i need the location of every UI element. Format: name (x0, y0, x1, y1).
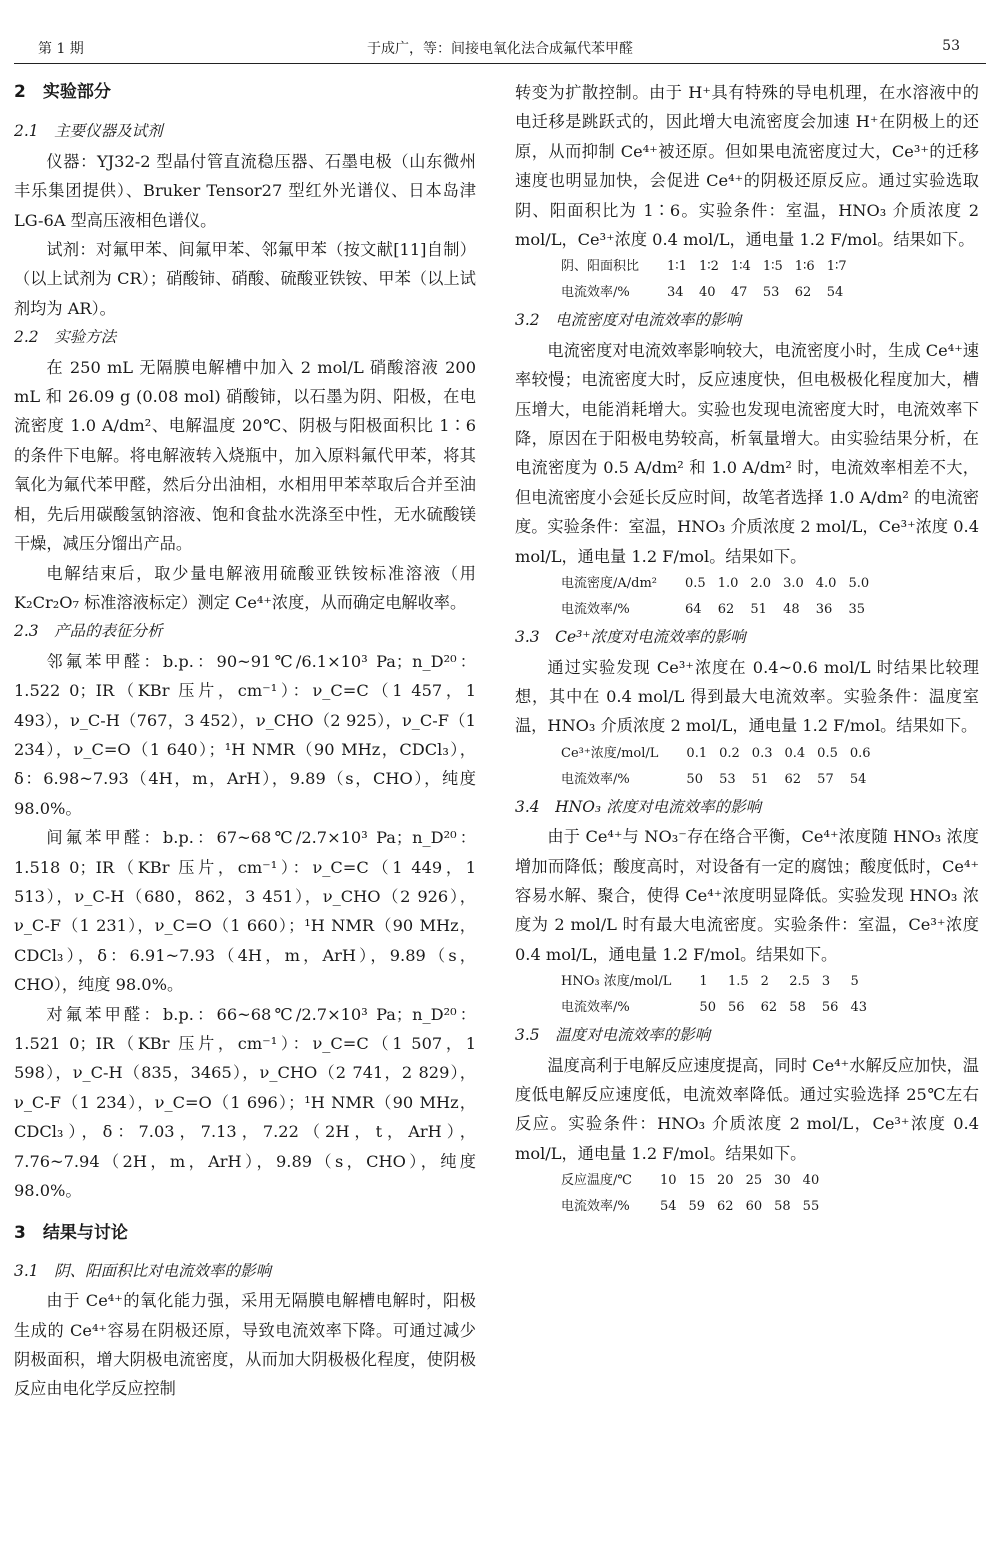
paragraph: 对氟苯甲醛：b.p.：66~68℃/2.7×10³ Pa；n_D²⁰：1.521 0；IR（KBr 压片，cm⁻¹）：ν_C=C（1 507，1 598），ν_C-H（835，3465），ν_CHO（2 741，2 829），ν_C-F（1 234），ν_C=O（1 696）；¹H NMR（90 MHz，CDCl₃），δ：7.03，7.13，7.22（2H，t，ArH），7.76~7.94（2H，m，ArH），9.89（s，CHO），纯度 98.0%。 (14, 1004, 476, 1201)
paragraph: 电流密度对电流效率影响较大，电流密度小时，生成 Ce⁴⁺速率较慢；电流密度大时，反应速度快，但电极极化程度加大，槽压增大，电能消耗增大。实验也发现电流密度大时，电流效率下降，原因在于阳极电势较高，析氧量增大。由实验结果分析，在电流密度为 0.5 A/dm² 和 1.0 A/dm² 时，电流效率相差不大，但电流密度小会延长反应时间，故笔者选择 1.0 A/dm² 的电流密度。实验条件：室温，HNO₃ 介质浓度 2 mol/L，Ce³⁺浓度 0.4 mol/L，通电量 1.2 F/mol。结果如下。 (515, 340, 979, 566)
left-column (14, 78, 476, 1404)
table-cell: 57 (817, 771, 834, 787)
table-cell: 0.3 (751, 745, 773, 761)
issue-number: 第 1 期 (38, 41, 84, 57)
paragraph: 仪器：YJ32-2 型晶付管直流稳压器、石墨电极（山东微州丰乐集团提供）、Bruker Tensor27 型红外光谱仪、日本岛津 LG-6A 型高压液相色谱仪。 (14, 151, 476, 230)
table-cell: 15 (688, 1173, 706, 1189)
table-cell: 30 (774, 1173, 791, 1189)
table-cell: 25 (745, 1173, 763, 1189)
section-heading: 2 实验部分 (14, 82, 111, 102)
subsection-heading: 3.2 电流密度对电流效率的影响 (515, 311, 742, 330)
table-cell: 2.0 (750, 576, 772, 592)
table-cell: 54 (826, 285, 844, 301)
table-cell: 4.0 (815, 576, 837, 592)
subsection-heading: 2.1 主要仪器及试剂 (14, 122, 163, 141)
subsection-heading: 2.2 实验方法 (14, 328, 117, 347)
data-table-ce-concentration (555, 741, 877, 793)
table-cell: 35 (848, 602, 865, 618)
paragraph: 邻氟苯甲醛：b.p.：90~91℃/6.1×10³ Pa；n_D²⁰：1.522 0；IR（KBr 压片，cm⁻¹）：ν_C=C（1 457，1 493），ν_C-H（767，3 452），ν_CHO（2 925），ν_C-F（1 234），ν_C=O（1 640）；¹H NMR（90 MHz，CDCl₃），δ：6.98~7.93（4H，m，ArH），9.89（s，CHO），纯度 98.0%。 (14, 651, 476, 818)
table-cell: 5 (850, 974, 859, 990)
table-cell: 2.5 (789, 974, 810, 990)
running-header (0, 30, 1000, 60)
running-title: 于成广，等：间接电氧化法合成氟代苯甲醛 (367, 41, 633, 57)
table-header: 阴、阳面积比 (561, 259, 640, 275)
table-header: Ce³⁺浓度/mol/L (561, 745, 659, 761)
table-cell: 50 (686, 771, 703, 787)
subsection-heading: 2.3 产品的表征分析 (14, 622, 163, 641)
table-cell: 0.6 (849, 745, 871, 761)
table-cell: 58 (774, 1199, 791, 1215)
table-header: 电流效率/% (561, 1000, 630, 1016)
table-cell: 62 (717, 1199, 734, 1215)
table-cell: 1∶4 (730, 259, 751, 275)
table-cell: 53 (762, 285, 780, 301)
table-cell: 62 (760, 1000, 778, 1016)
table-cell: 56 (821, 1000, 839, 1016)
table-cell: 1∶1 (667, 259, 687, 275)
table-cell: 62 (794, 285, 812, 301)
table-cell: 5.0 (848, 576, 870, 592)
table-header: 电流密度/A/dm² (561, 576, 658, 592)
table-header: 电流效率/% (561, 602, 630, 618)
table-cell: 62 (717, 602, 735, 618)
data-table-current-density (555, 571, 875, 623)
table-cell: 20 (717, 1173, 734, 1189)
table-cell: 62 (784, 771, 802, 787)
table-cell: 0.1 (686, 745, 708, 761)
table-cell: 34 (667, 285, 684, 301)
subsection-heading: 3.3 Ce³⁺浓度对电流效率的影响 (515, 628, 746, 647)
table-cell: 48 (783, 602, 800, 618)
table-cell: 56 (727, 1000, 745, 1016)
paragraph: 间氟苯甲醛：b.p.：67~68℃/2.7×10³ Pa；n_D²⁰：1.518 0；IR（KBr 压片，cm⁻¹）：ν_C=C（1 449，1 513），ν_C-H（680，862，3 451），ν_CHO（2 926），ν_C-F（1 231），ν_C=O（1 660）；¹H NMR（90 MHz，CDCl₃），δ：6.91~7.93（4H，m，ArH），9.89（s，CHO），纯度 98.0%。 (14, 828, 476, 995)
paragraph: 由于 Ce⁴⁺的氧化能力强，采用无隔膜电解槽电解时，阳极生成的 Ce⁴⁺容易在阴极还原，导致电流效率下降。可通过减少阴极面积，增大阴极电流密度，从而加大阴极极化程度，使阴极反应由电化学反应控制 (14, 1291, 476, 1399)
paragraph: 试剂：对氟甲苯、间氟甲苯、邻氟甲苯（按文献[11]自制）（以上试剂为 CR）；硝酸铈、硝酸、硫酸亚铁铵、甲苯（以上试剂均为 AR）。 (14, 240, 476, 318)
paragraph: 温度高利于电解反应速度提高，同时 Ce⁴⁺水解反应加快，温度低电解反应速度低，电流效率降低。通过实验选择 25℃左右反应。实验条件：HNO₃ 介质浓度 2 mol/L，Ce³⁺浓度 0.4 mol/L，通电量 1.2 F/mol。结果如下。 (515, 1055, 979, 1163)
paragraph: 电解结束后，取少量电解液用硫酸亚铁铵标准溶液（用 K₂Cr₂O₇ 标准溶液标定）测定 Ce⁴⁺浓度，从而确定电解收率。 (14, 563, 476, 612)
data-table-temperature (555, 1168, 825, 1220)
table-cell: 47 (730, 285, 748, 301)
page-number: 53 (942, 38, 960, 54)
paragraph: 转变为扩散控制。由于 H⁺具有特殊的导电机理，在水溶液中的电迁移是跳跃式的，因此增大电流密度会加速 H⁺在阴极上的还原，从而抑制 Ce⁴⁺被还原。但如果电流密度过大，Ce³⁺的迁移速度也明显加快，会促进 Ce⁴⁺的阴极还原反应。通过实验选取阴、阳面积比为 1∶6。实验条件：室温，HNO₃ 介质浓度 2 mol/L，Ce³⁺浓度 0.4 mol/L，通电量 1.2 F/mol。结果如下。 (515, 83, 979, 250)
table-cell: 54 (659, 1199, 677, 1215)
table-cell: 55 (802, 1199, 820, 1215)
table-header: 电流效率/% (561, 1199, 630, 1215)
table-cell: 40 (802, 1173, 820, 1189)
header-rule (14, 63, 986, 64)
paragraph: 在 250 mL 无隔膜电解槽中加入 2 mol/L 硝酸溶液 200 mL 和 26.09 g (0.08 mol) 硝酸铈，以石墨为阴、阳极，在电流密度 1.0 A/dm²、电解温度 20℃、阴极与阳极面积比 1∶6 的条件下电解。将电解液转入烧瓶中，加入原料氟代甲苯，将其氧化为氟代苯甲醛，然后分出油相，水相用甲苯萃取后合并至油相，先后用碳酸氢钠溶液、饱和食盐水洗涤至中性，无水硫酸镁干燥，减压分馏出产品。 (14, 357, 476, 554)
table-cell: 51 (751, 771, 769, 787)
table-cell: 0.4 (784, 745, 806, 761)
data-table-area-ratio (555, 254, 853, 306)
table-cell: 53 (719, 771, 736, 787)
table-cell: 3.0 (783, 576, 804, 592)
table-cell: 40 (698, 285, 716, 301)
table-header: 电流效率/% (561, 771, 630, 787)
table-cell: 64 (685, 602, 702, 618)
subsection-heading: 3.4 HNO₃ 浓度对电流效率的影响 (515, 797, 762, 816)
subsection-heading: 3.1 阴、阳面积比对电流效率的影响 (14, 1261, 272, 1280)
table-cell: 59 (688, 1199, 706, 1215)
data-table-hno3-concentration (555, 969, 873, 1021)
table-cell: 43 (850, 1000, 867, 1016)
table-cell: 1∶7 (826, 259, 847, 275)
table-header: HNO₃ 浓度/mol/L (561, 974, 672, 990)
paragraph: 由于 Ce⁴⁺与 NO₃⁻存在络合平衡，Ce⁴⁺浓度随 HNO₃ 浓度增加而降低；酸度高时，对设备有一定的腐蚀；酸度低时，Ce⁴⁺容易水解、聚合，使得 Ce⁴⁺浓度明显降低。实验发现 HNO₃ 浓度为 2 mol/L 时有最大电流密度。实验条件：室温，Ce³⁺浓度 0.4 mol/L，通电量 1.2 F/mol。结果如下。 (515, 827, 979, 964)
table-cell: 1∶2 (698, 259, 719, 275)
table-cell: 0.2 (719, 745, 740, 761)
subsection-heading: 3.5 温度对电流效率的影响 (515, 1026, 711, 1045)
right-column (515, 78, 979, 1220)
section-heading: 3 结果与讨论 (14, 1223, 128, 1244)
table-cell: 1.0 (717, 576, 739, 592)
table-header: 电流效率/% (561, 285, 630, 301)
table-cell: 51 (750, 602, 767, 618)
table-header: 反应温度/℃ (561, 1173, 632, 1189)
table-cell: 1∶6 (794, 259, 815, 275)
table-cell: 60 (745, 1199, 763, 1215)
table-cell: 0.5 (817, 745, 838, 761)
table-cell: 1∶5 (762, 259, 783, 275)
table-cell: 58 (789, 1000, 806, 1016)
table-cell: 3 (821, 974, 831, 990)
paragraph: 通过实验发现 Ce³⁺浓度在 0.4~0.6 mol/L 时结果比较理想，其中在 0.4 mol/L 得到最大电流效率。实验条件：温度室温，HNO₃ 介质浓度 2 mol/L，通电量 1.2 F/mol。结果如下。 (515, 657, 979, 736)
table-cell: 1.5 (727, 974, 749, 990)
table-cell: 36 (815, 602, 833, 618)
table-cell: 1 (699, 974, 708, 990)
table-cell: 50 (699, 1000, 716, 1016)
table-cell: 54 (849, 771, 867, 787)
table-cell: 10 (659, 1173, 677, 1189)
table-cell: 2 (760, 974, 769, 990)
table-cell: 0.5 (685, 576, 706, 592)
